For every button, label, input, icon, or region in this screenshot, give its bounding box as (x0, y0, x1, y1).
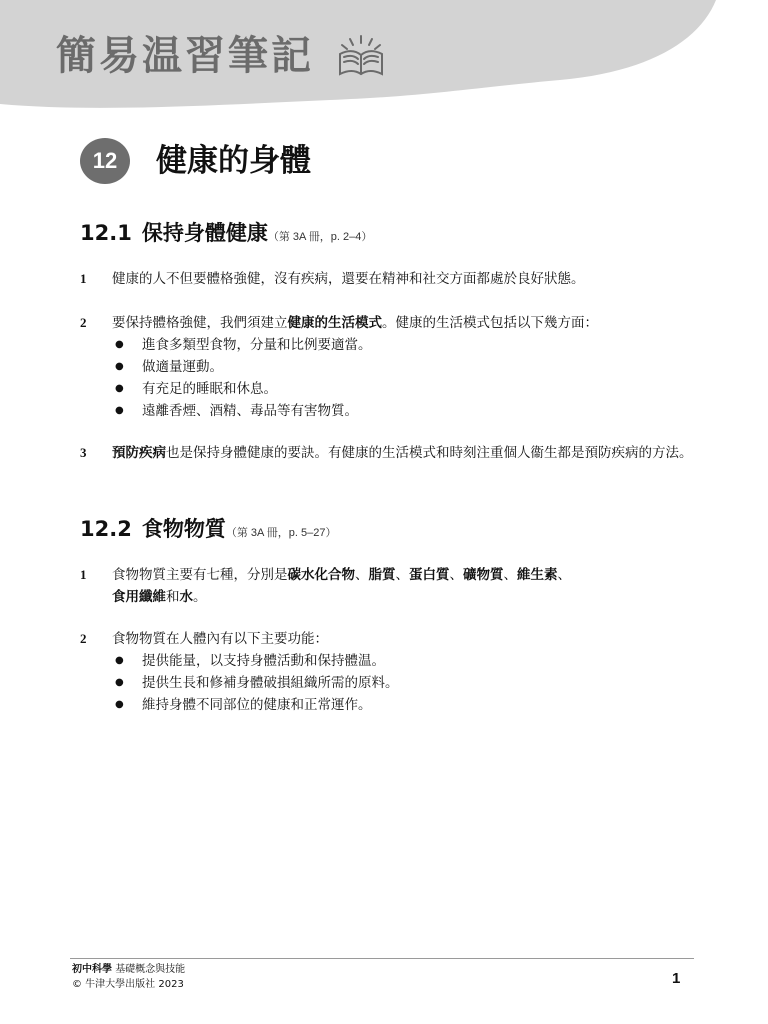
list-item (80, 312, 700, 422)
section-reference: （第 3A 冊，p. 2–4） (267, 231, 373, 243)
item-number: 1 (80, 271, 87, 286)
keyword: 蛋白質 (409, 567, 450, 583)
chapter-number-badge: 12 (80, 138, 130, 184)
item-text: 預防疾病也是保持身體健康的要訣。有健康的生活模式和時刻注重個人衞生都是預防疾病的方法。 (112, 445, 693, 461)
bullet-list (112, 334, 700, 422)
item-text: 要保持體格強健，我們須建立健康的生活模式。健康的生活模式包括以下幾方面： (112, 315, 598, 331)
item-number: 2 (80, 315, 87, 330)
section-title: 食物物質 (141, 517, 226, 541)
banner-title: 簡易温習筆記 (56, 33, 314, 79)
section-heading-12-1 (80, 218, 372, 252)
item-number: 2 (80, 631, 87, 646)
keyword: 脂質 (368, 567, 396, 583)
bullet-list (112, 650, 700, 716)
list-item (80, 442, 700, 464)
item-number: 1 (80, 567, 87, 582)
keyword: 碳水化合物 (287, 567, 355, 583)
list-item (80, 268, 700, 290)
item-number: 3 (80, 445, 87, 460)
bullet-item: ● 提供生長和修補身體破損組織所需的原料。 (112, 672, 700, 694)
section-title: 保持身體健康 (141, 221, 268, 245)
item-text: 健康的人不但要體格強健，沒有疾病，還要在精神和社交方面都處於良好狀態。 (112, 271, 585, 287)
footer-copyright: © 牛津大學出版社 2023 (72, 979, 184, 990)
bullet-item: ● 提供能量，以支持身體活動和保持體温。 (112, 650, 700, 672)
chapter-title: 健康的身體 (156, 143, 311, 179)
keyword: 預防疾病 (112, 445, 166, 461)
keyword: 維生素 (517, 567, 558, 583)
item-body (112, 628, 700, 716)
book-sparkle-icon (336, 34, 386, 78)
bullet-item: ● 遠離香煙、酒精、毒品等有害物質。 (112, 400, 700, 422)
section-reference: （第 3A 冊，p. 5–27） (225, 527, 337, 539)
footer-book-title: 初中科學 (72, 964, 112, 975)
item-text: 食物物質主要有七種，分別是碳水化合物、脂質、蛋白質、礦物質、維生素、 食用纖維和水。 (112, 567, 571, 605)
bullet-item: ● 做適量運動。 (112, 356, 700, 378)
keyword: 水 (179, 589, 193, 605)
page-number: 1 (672, 970, 681, 987)
keyword: 健康的生活模式 (287, 315, 382, 331)
section-number: 12.2 (80, 517, 132, 541)
item-text: 食物物質在人體內有以下主要功能： (112, 631, 328, 647)
bullet-item: ● 維持身體不同部位的健康和正常運作。 (112, 694, 700, 716)
footer-info (72, 962, 185, 992)
keyword: 礦物質 (463, 567, 504, 583)
list-item (80, 628, 700, 716)
list-item (80, 564, 700, 608)
item-body (112, 312, 700, 422)
section-number: 12.1 (80, 221, 132, 245)
keyword: 食用纖維 (112, 589, 166, 605)
footer-divider (70, 958, 694, 959)
footer-book-subtitle: 基礎概念與技能 (115, 964, 186, 975)
section-heading-12-2 (80, 514, 337, 548)
bullet-item: ● 進食多類型食物，分量和比例要適當。 (112, 334, 700, 356)
bullet-item: ● 有充足的睡眠和休息。 (112, 378, 700, 400)
